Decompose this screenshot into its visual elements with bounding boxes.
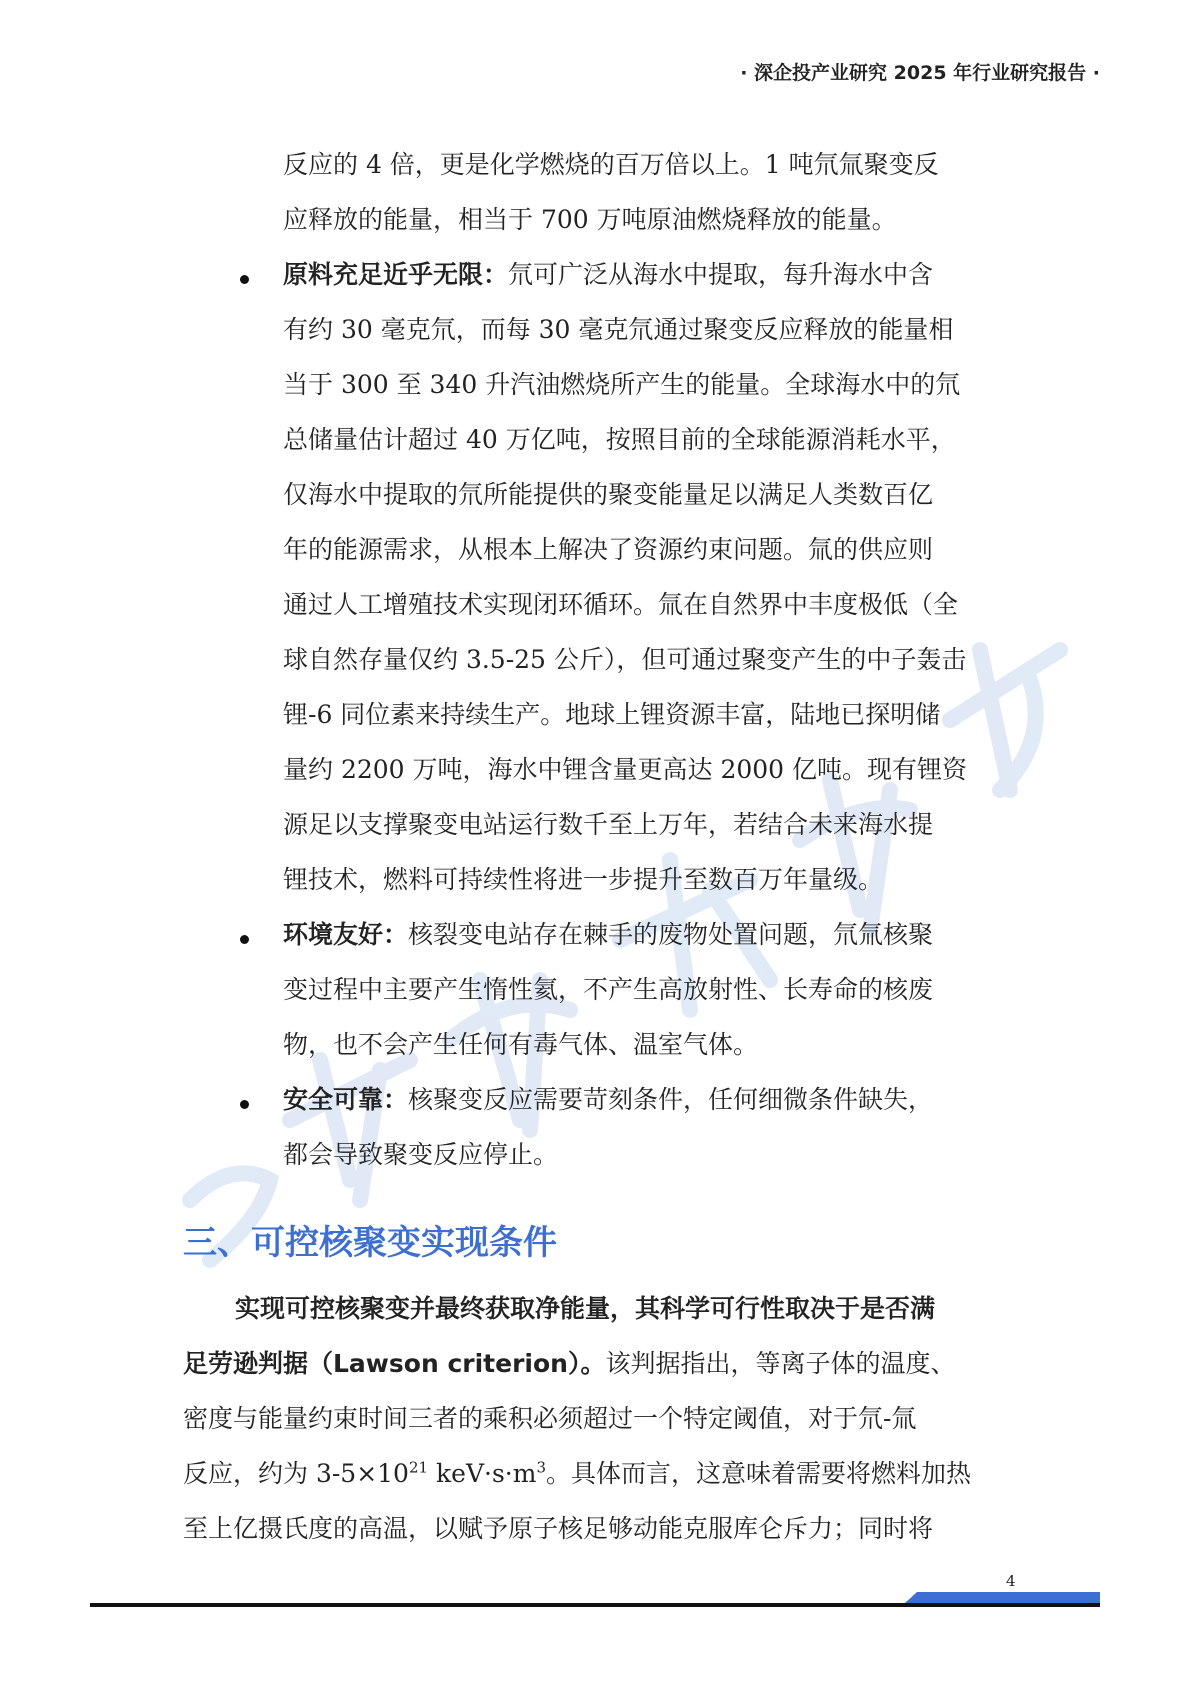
body-line-2 [183, 1347, 955, 1381]
bullet-1-line: 有约 30 毫克氘，而每 30 毫克氘通过聚变反应释放的能量相 [283, 315, 954, 344]
bullet-1-line: 量约 2200 万吨，海水中锂含量更高达 2000 亿吨。现有锂资 [283, 755, 968, 784]
bullet-2-first-line [283, 918, 933, 952]
bullet-1-line: 源足以支撑聚变电站运行数千至上万年，若结合未来海水提 [283, 810, 934, 839]
bullet-1-line: 年的能源需求，从根本上解决了资源约束问题。氚的供应则 [283, 535, 934, 564]
intro-line-2: 应释放的能量，相当于 700 万吨原油燃烧释放的能量。 [283, 205, 897, 234]
intro-line-1: 反应的 4 倍，更是化学燃烧的百万倍以上。1 吨氘氚聚变反 [283, 150, 939, 179]
footer-rule [90, 1603, 1100, 1607]
body-bold-text: 实现可控核聚变并最终获取净能量，其科学可行性取决于是否满 [235, 1294, 936, 1323]
bullet-1-first-line [283, 258, 933, 292]
page-number: 4 [1006, 1572, 1016, 1590]
bullet-dot [240, 935, 249, 944]
bullet-3-label: 安全可靠： [283, 1085, 409, 1114]
bullet-1-line: 球自然存量仅约 3.5-25 公斤），但可通过聚变产生的中子轰击 [283, 645, 967, 674]
superscript: 21 [408, 1458, 429, 1477]
report-header: · 深企投产业研究 2025 年行业研究报告 · [740, 62, 1100, 84]
body-text: 该判据指出，等离子体的温度、 [605, 1349, 956, 1378]
bullet-2-line: 物，也不会产生任何有毒气体、温室气体。 [283, 1030, 759, 1059]
body-text: 。具体而言，这意味着需要将燃料加热 [545, 1459, 971, 1488]
bullet-3-first-line [283, 1083, 933, 1117]
bullet-1-text: 氘可广泛从海水中提取，每升海水中含 [508, 260, 934, 289]
body-bold-text: 足劳逊判据（Lawson criterion）。 [183, 1349, 606, 1378]
section-heading: 三、可控核聚变实现条件 [183, 1223, 557, 1263]
superscript: 3 [536, 1458, 546, 1477]
bullet-1-line: 总储量估计超过 40 万亿吨，按照目前的全球能源消耗水平， [283, 425, 956, 454]
footer-accent-bar [905, 1592, 1100, 1603]
bullet-1-line: 当于 300 至 340 升汽油燃烧所产生的能量。全球海水中的氘 [283, 370, 961, 399]
bullet-2-label: 环境友好： [283, 920, 409, 949]
bullet-dot [240, 1100, 249, 1109]
body-text: 反应，约为 3-5×10 [183, 1459, 409, 1488]
body-line-1 [235, 1292, 935, 1326]
body-line-3: 密度与能量约束时间三者的乘积必须超过一个特定阈值，对于氘-氚 [183, 1404, 917, 1433]
bullet-1-line: 通过人工增殖技术实现闭环循环。氚在自然界中丰度极低（全 [283, 590, 959, 619]
bullet-1-line: 锂技术，燃料可持续性将进一步提升至数百万年量级。 [283, 865, 884, 894]
bullet-3-text: 核聚变反应需要苛刻条件，任何细微条件缺失， [408, 1085, 934, 1114]
bullet-dot [240, 275, 249, 284]
bullet-2-text: 核裂变电站存在棘手的废物处置问题，氘氚核聚 [408, 920, 934, 949]
bullet-2-line: 变过程中主要产生惰性氦，不产生高放射性、长寿命的核废 [283, 975, 934, 1004]
bullet-3-line: 都会导致聚变反应停止。 [283, 1140, 559, 1169]
body-line-4 [183, 1457, 971, 1491]
bullet-1-label: 原料充足近乎无限： [283, 260, 509, 289]
body-line-5: 至上亿摄氏度的高温，以赋予原子核足够动能克服库仑斥力；同时将 [183, 1514, 934, 1543]
body-text: keV·s·m [428, 1459, 537, 1488]
bullet-1-line: 锂-6 同位素来持续生产。地球上锂资源丰富，陆地已探明储 [283, 700, 941, 729]
bullet-1-line: 仅海水中提取的氘所能提供的聚变能量足以满足人类数百亿 [283, 480, 934, 509]
